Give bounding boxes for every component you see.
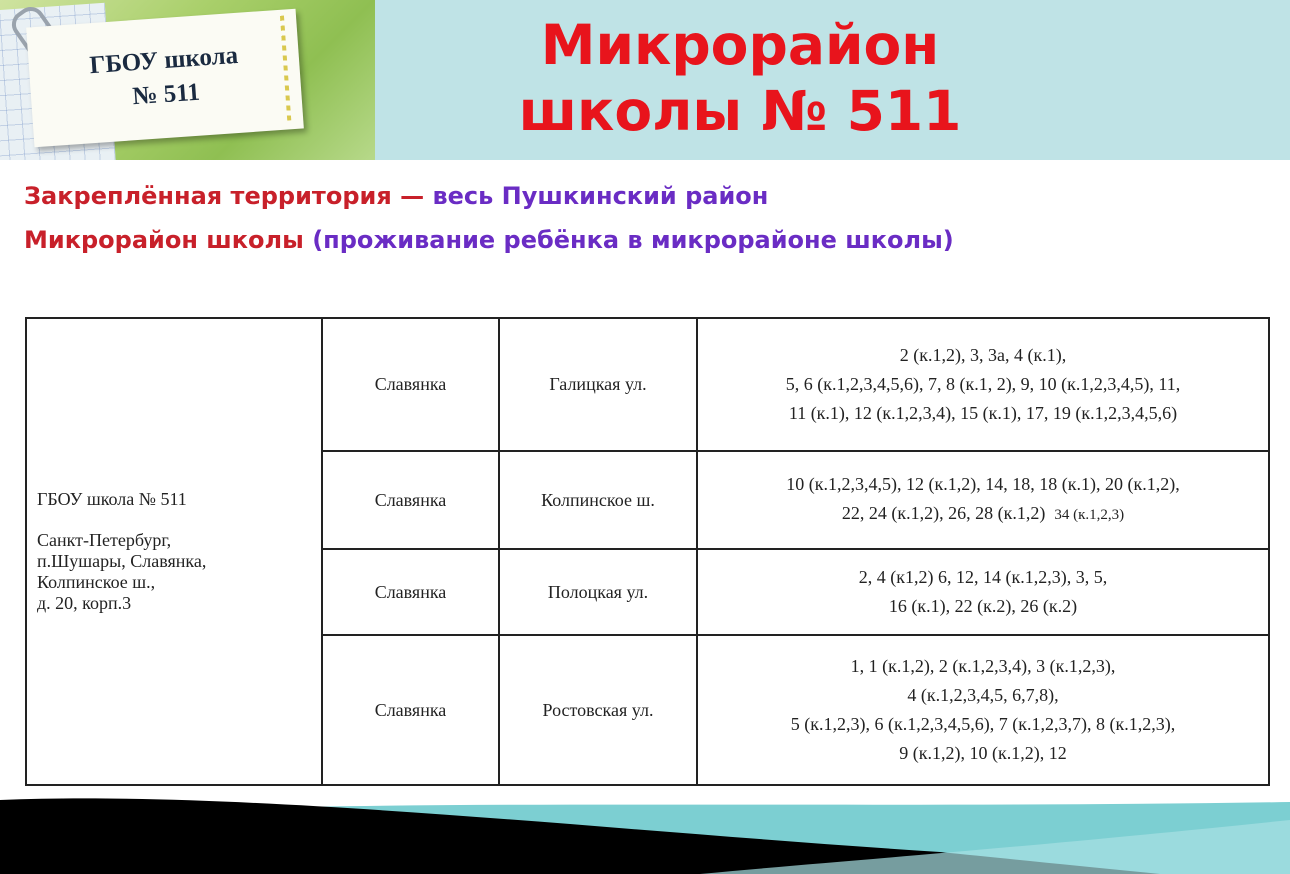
houses-line: 11 (к.1), 12 (к.1,2,3,4), 15 (к.1), 17, 19 (к.1,2,3,4,5,6)	[788, 403, 1178, 423]
houses-line: 9 (к.1,2), 10 (к.1,2), 12	[899, 743, 1067, 763]
houses-line: 5 (к.1,2,3), 6 (к.1,2,3,4,5,6), 7 (к.1,2,3,7), 8 (к.1,2,3),	[790, 714, 1176, 734]
houses-cell	[697, 635, 1269, 785]
sticky-note-line-1: ГБОУ школа	[88, 41, 239, 80]
houses-small-text: 34 (к.1,2,3)	[1054, 507, 1125, 523]
subtitle-microdistrict-note: (проживание ребёнка в микрорайоне школы)	[312, 226, 954, 254]
district-cell: Славянка	[322, 635, 499, 785]
sticky-note	[26, 9, 304, 148]
street-cell: Полоцкая ул.	[499, 549, 697, 635]
school-address-line: Санкт-Петербург,	[37, 530, 172, 550]
district-cell: Славянка	[322, 318, 499, 451]
school-address-line: Колпинское ш.,	[37, 572, 156, 592]
subtitle-microdistrict	[24, 226, 954, 254]
page-title-line-1: Микрорайон	[540, 13, 940, 77]
subtitle-microdistrict-label: Микрорайон школы	[24, 226, 313, 254]
houses-line	[702, 499, 1264, 530]
street-cell: Колпинское ш.	[499, 451, 697, 549]
header-decoration	[0, 0, 375, 160]
microdistrict-table	[25, 317, 1270, 786]
school-info-cell	[26, 318, 322, 785]
school-address-line: п.Шушары, Славянка,	[37, 551, 207, 571]
note-binding	[280, 16, 291, 121]
page-title	[420, 12, 1060, 144]
subtitle-territory-label: Закреплённая территория —	[24, 182, 433, 210]
subtitle-territory-value: весь Пушкинский район	[432, 182, 769, 210]
school-name: ГБОУ школа № 511	[37, 489, 187, 509]
subtitle-territory	[24, 182, 768, 210]
district-cell: Славянка	[322, 549, 499, 635]
houses-line: 2, 4 (к1,2) 6, 12, 14 (к.1,2,3), 3, 5,	[858, 567, 1108, 587]
street-cell: Галицкая ул.	[499, 318, 697, 451]
houses-line: 1, 1 (к.1,2), 2 (к.1,2,3,4), 3 (к.1,2,3),	[850, 656, 1116, 676]
houses-line: 5, 6 (к.1,2,3,4,5,6), 7, 8 (к.1, 2), 9, 10 (к.1,2,3,4,5), 11,	[785, 374, 1181, 394]
houses-line: 2 (к.1,2), 3, 3а, 4 (к.1),	[899, 345, 1067, 365]
sticky-note-line-2: № 511	[131, 78, 201, 111]
district-cell: Славянка	[322, 451, 499, 549]
bottom-wave-decoration	[0, 790, 1290, 874]
houses-cell	[697, 318, 1269, 451]
houses-line: 16 (к.1), 22 (к.2), 26 (к.2)	[888, 596, 1078, 616]
houses-cell	[697, 451, 1269, 549]
houses-cell	[697, 549, 1269, 635]
houses-line: 10 (к.1,2,3,4,5), 12 (к.1,2), 14, 18, 18 (к.1), 20 (к.1,2),	[786, 474, 1180, 494]
houses-line: 4 (к.1,2,3,4,5, 6,7,8),	[907, 685, 1059, 705]
page-title-line-2: школы № 511	[518, 79, 962, 143]
table-row	[26, 318, 1269, 451]
houses-text: 22, 24 (к.1,2), 26, 28 (к.1,2)	[841, 503, 1046, 523]
street-cell: Ростовская ул.	[499, 635, 697, 785]
school-address-line: д. 20, корп.3	[37, 593, 132, 613]
